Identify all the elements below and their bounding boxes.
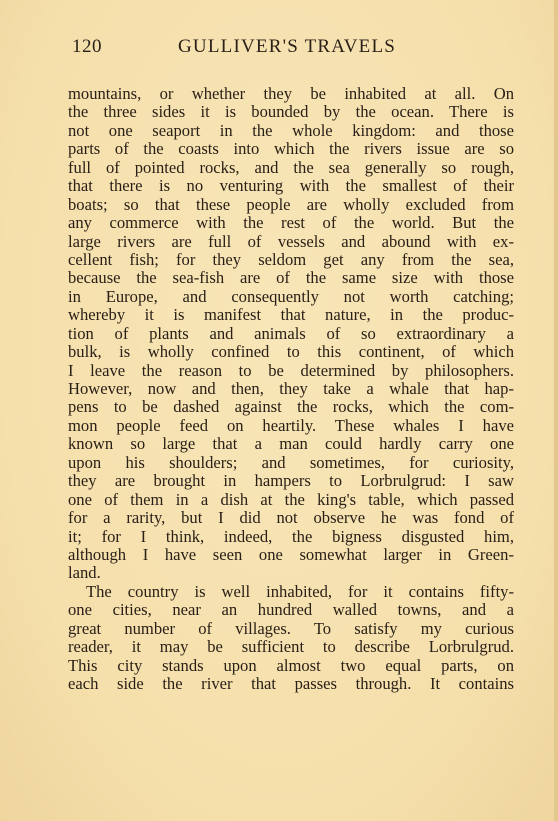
text-line: they are brought in hampers to Lorbrulgrud: I saw [68, 472, 514, 491]
text-line: known so large that a man could hardly carry one [68, 435, 514, 454]
text-line: for a rarity, but I did not observe he was fond of [68, 509, 514, 528]
text-line: mountains, or whether they be inhabited at all. On [68, 85, 514, 103]
text-line: one cities, near an hundred walled towns, and a [68, 601, 514, 620]
text-line: in Europe, and consequently not worth catching; [68, 287, 514, 306]
text-line: The country is well inhabited, for it contains fifty- [86, 582, 514, 601]
page-edge [554, 0, 558, 821]
text-line: parts of the coasts into which the rivers issue are so [68, 140, 514, 159]
text-line: it; for I think, indeed, the bigness disgusted him, [68, 527, 514, 546]
text-line: great number of villages. To satisfy my curious [68, 619, 514, 638]
text-line: pens to be dashed against the rocks, which the com- [68, 398, 514, 417]
text-line: that there is no venturing with the smallest of their [68, 177, 514, 196]
text-line: whereby it is manifest that nature, in the produc- [68, 306, 514, 325]
text-line: the three sides it is bounded by the ocean. There is [68, 103, 514, 122]
paragraph [68, 583, 514, 694]
paragraph [68, 85, 514, 583]
text-line: upon his shoulders; and sometimes, for curiosity, [68, 453, 514, 472]
body-text [68, 85, 514, 693]
text-line: although I have seen one somewhat larger in Green- [68, 545, 514, 564]
text-line: mon people feed on heartily. These whales I have [68, 416, 514, 435]
text-line: any commerce with the rest of the world. But the [68, 214, 514, 233]
text-line: However, now and then, they take a whale that hap- [68, 380, 514, 398]
text-line: I leave the reason to be determined by philosophers. [68, 361, 514, 380]
text-line: full of pointed rocks, and the sea generally so rough, [68, 158, 514, 177]
page-number: 120 [72, 36, 102, 57]
text-line: boats; so that these people are wholly excluded from [68, 195, 514, 214]
text-line: bulk, is wholly confined to this continent, of which [68, 343, 514, 362]
text-line: tion of plants and animals of so extraordinary a [68, 324, 514, 343]
text-line: because the sea-fish are of the same size with those [68, 269, 514, 288]
text-line: land. [68, 564, 101, 583]
text-line: each side the river that passes through. It contains [68, 675, 514, 693]
text-line: reader, it may be sufficient to describe Lorbrulgrud. [68, 638, 514, 657]
text-line: cellent fish; for they seldom get any from the sea, [68, 250, 514, 269]
text-line: one of them in a dish at the king's table, which passed [68, 490, 514, 509]
page-header [68, 36, 514, 60]
text-line: large rivers are full of vessels and abound with ex- [68, 232, 514, 251]
text-line: This city stands upon almost two equal parts, on [68, 656, 514, 675]
running-title: GULLIVER'S TRAVELS [178, 36, 397, 57]
text-line: not one seaport in the whole kingdom: and those [68, 121, 514, 140]
